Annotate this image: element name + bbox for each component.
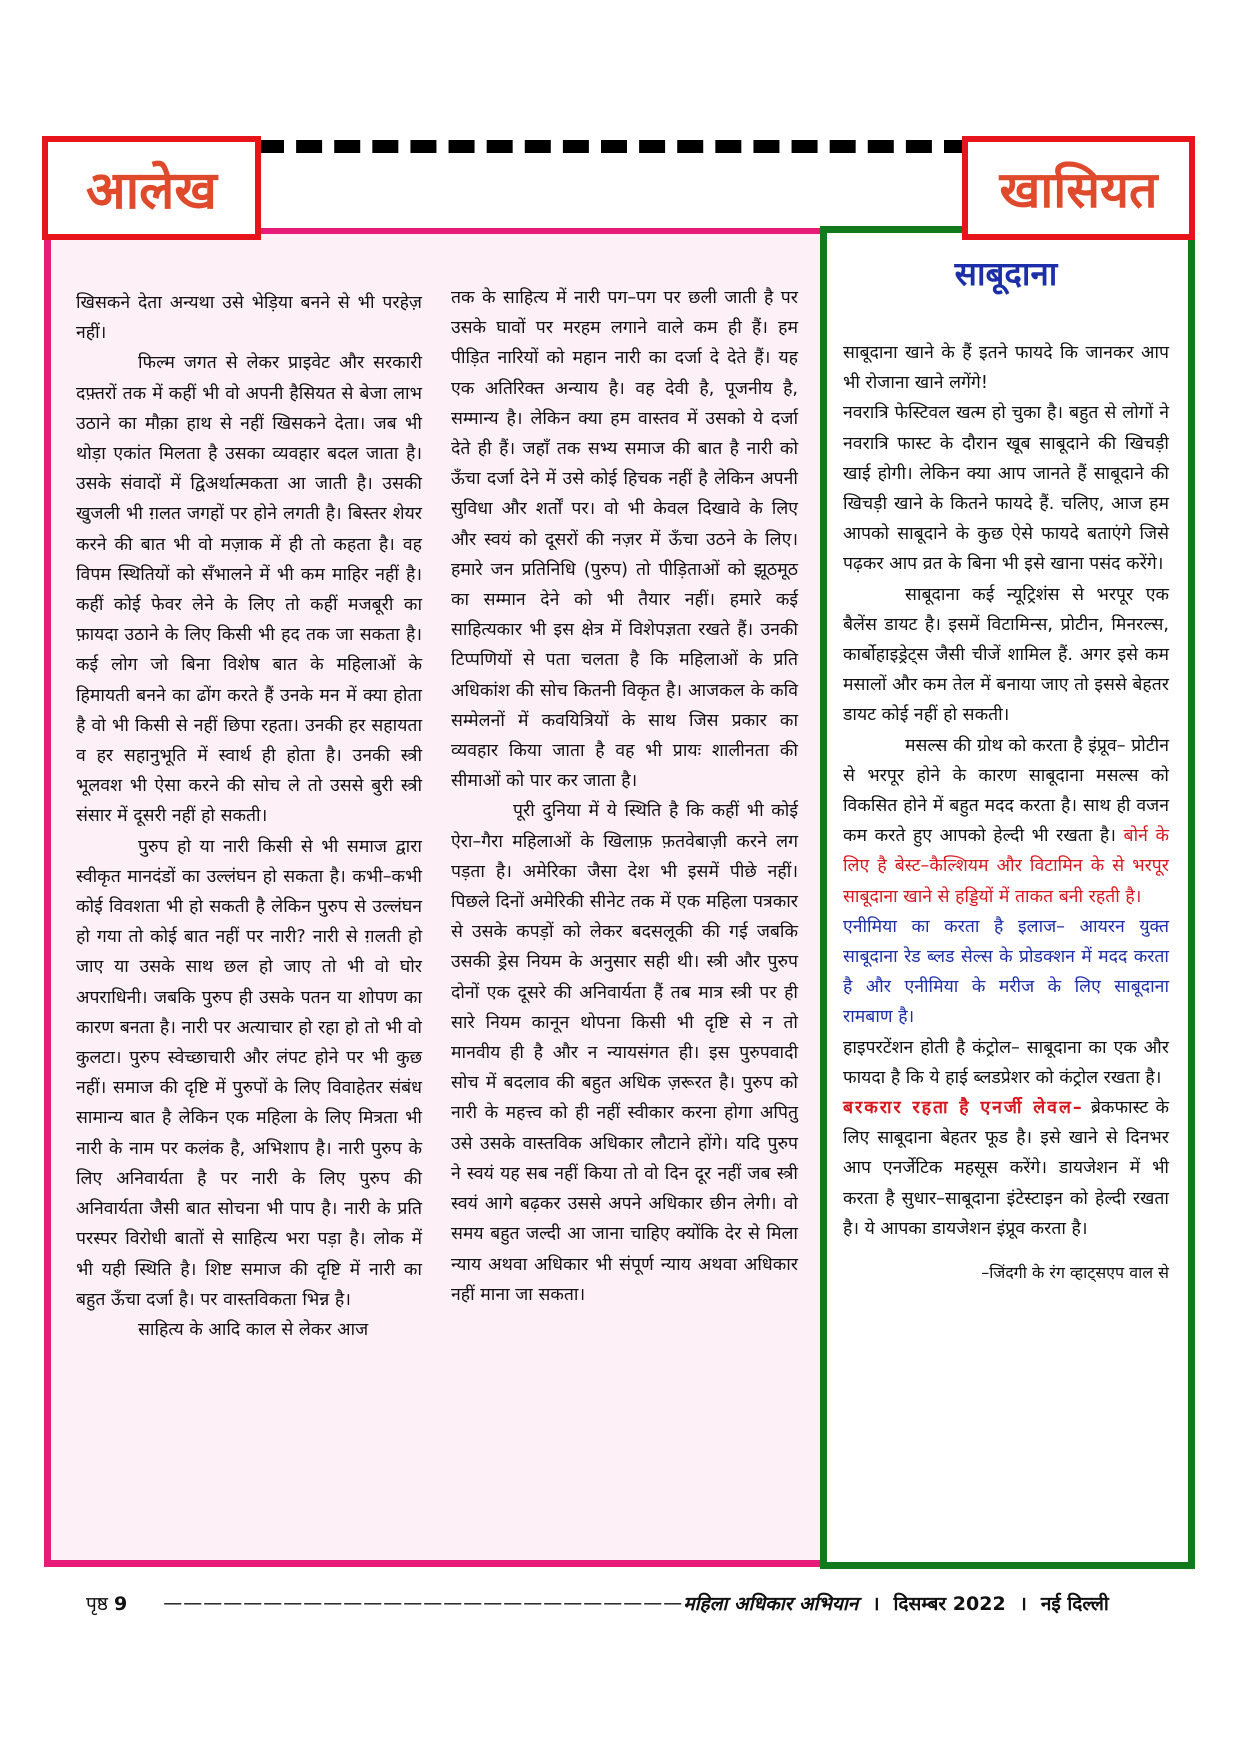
article-paragraph: फिल्म जगत से लेकर प्राइवेट और सरकारी दफ़्तरों तक में कहीं भी वो अपनी हैसियत से बेजा लाभ उठाने का मौक़ा हाथ से नहीं खिसकने देता। जब भी थोड़ा एकांत मिलता है उसका व्यवहार बदल जाता है। उसके संवादों में द्विअर्थात्मकता आ जाती है। उसकी खुजली भी ग़लत जगहों पर होने लगती है। बिस्तर शेयर करने की बात भी वो मज़ाक में ही तो कहता है। वह विपम स्थितियों को सँभालने में भी कम माहिर नहीं है। कहीं कोई फेवर लेने के लिए तो कहीं मजबूरी का फ़ायदा उठाने के लिए किसी भी हद तक जा सकता है। कई लोग जो बिना विशेष बात के महिलाओं के हिमायती बनने का ढोंग करते हैं उनके मन में क्या होता है वो भी किसी से नहीं छिपा रहता। उनकी हर सहायता व हर सहानुभूति में स्वार्थ ही होता है। उनकी स्त्री भूलवश भी ऐसा करने की सोच ले तो उससे बुरी स्त्री संसार में दूसरी नहीं हो सकती। [76, 353, 422, 827]
page-number-label [86, 1590, 127, 1616]
sidebar-text: ब्रेकफास्ट के लिए साबूदाना बेहतर फूड है। इसे खाने से दिनभर आप एनर्जेटिक महसूस करेंगे। डायजेशन में भी करता है सुधार–साबूदाना इंटेस्टाइन को हेल्दी रखता है। ये आपका डायजेशन इंप्रूव करता है। [843, 1098, 1170, 1239]
article-paragraph: पूरी दुनिया में ये स्थिति है कि कहीं भी कोई ऐरा–गैरा महिलाओं के खिलाफ़ फ़तवेबाज़ी करने लग पड़ता है। अमेरिका जैसा देश भी इसमें पीछे नहीं। पिछले दिनों अमेरिकी सीनेट तक में एक महिला पत्रकार से उसके कपड़ों को लेकर बदसलूकी की गई जबकि उसकी ड्रेस नियम के अनुसार सही थी। स्त्री और पुरुप दोनों एक दूसरे की अनिवार्यता हैं तब मात्र स्त्री पर ही सारे नियम कानून थोपना किसी भी दृष्टि से न तो मानवीय ही है और न न्यायसंगत ही। इस पुरुपवादी सोच में बदलाव की बहुत अधिक ज़रूरत है। पुरुप को नारी के महत्त्व को ही नहीं स्वीकार करना होगा अपितु उसे उसके वास्तविक अधिकार लौटाने होंगे। यदि पुरुप ने स्वयं यह सब नहीं किया तो वो दिन दूर नहीं जब स्त्री स्वयं आगे बढ़कर उससे अपने अधिकार छीन लेगी। वो समय बहुत जल्दी आ जाना चाहिए क्योंकि देर से मिला न्याय अथवा अधिकार भी संपूर्ण न्याय अथवा अधिकार नहीं माना जा सकता। [451, 801, 798, 1305]
sidebar-highlight-red: बोर्न के लिए है बेस्ट–कैल्शियम और विटामिन के से भरपूर साबूदाना खाने से हड्डियों में ताकत बनी रहती है। [843, 826, 1169, 907]
page-number: 9 [113, 1593, 128, 1615]
footer-dashes: —————————————————————————— [163, 1592, 684, 1614]
issue-date: दिसम्बर 2022 [893, 1593, 1006, 1615]
sidebar-paragraph [843, 1093, 1169, 1244]
footer-separator: । [1019, 1593, 1027, 1615]
sidebar-subheading: बरकरार रहता है एनर्जी लेवल– [843, 1098, 1084, 1119]
footer-separator: । [872, 1593, 880, 1615]
article-paragraph: तक के साहित्य में नारी पग–पग पर छली जाती है पर उसके घावों पर मरहम लगाने वाले कम ही हैं। हम पीड़ित नारियों को महान नारी का दर्जा दे देते हैं। यह एक अतिरिक्त अन्याय है। वह देवी है, पूजनीय है, सम्मान्य है। लेकिन क्या हम वास्तव में उसको ये दर्जा देते ही हैं। जहाँ तक सभ्य समाज की बात है नारी को ऊँचा दर्जा देने में उसे कोई हिचक नहीं है लेकिन अपनी सुविधा और शर्तों पर। वो भी केवल दिखावे के लिए और स्वयं को दूसरों की नज़र में ऊँचा उठने के लिए। हमारे जन प्रतिनिधि (पुरुप) तो पीड़िताओं को झूठमूठ का सम्मान देने को भी तैयार नहीं। हमारे कई साहित्यकार भी इस क्षेत्र में विशेपज्ञता रखते हैं। उनकी टिप्पणियों से पता चलता है कि महिलाओं के प्रति अधिकांश की सोच कितनी विकृत है। आजकल के कवि सम्मेलनों में कवयित्रियों के साथ जिस प्रकार का व्यवहार किया जाता है वह भी प्रायः शालीनता की सीमाओं को पार कर जाता है। [451, 288, 798, 792]
article-column-1 [76, 288, 422, 1345]
top-dashed-rule [258, 140, 970, 153]
issue-city: नई दिल्ली [1040, 1593, 1109, 1615]
article-paragraph: खिसकने देता अन्यथा उसे भेड़िया बनने से भी परहेज़ नहीं। [76, 293, 422, 344]
sidebar-paragraph: साबूदाना खाने के हैं इतने फायदे कि जानकर आप भी रोजाना खाने लगेंगे! [843, 343, 1169, 394]
magazine-name: महिला अधिकार अभियान [683, 1593, 859, 1615]
article-column-2 [451, 283, 798, 1310]
sidebar-heading: साबूदाना [954, 254, 1058, 293]
section-title-left: आलेख [42, 136, 261, 240]
page-label: पृष्ठ [86, 1593, 108, 1615]
sidebar-credit: –जिंदगी के रंग व्हाट्सएप वाल से [981, 1263, 1169, 1283]
sidebar-paragraph: साबूदाना कई न्यूट्रिशंस से भरपूर एक बैलेंस डायट है। इसमें विटामिन्स, प्रोटीन, मिनरल्स, कार्बोहाइड्रेट्स जैसी चीजें शामिल हैं. अगर इसे कम मसालों और कम तेल में बनाया जाए तो इससे बेहतर डायट कोई नहीं हो सकती। [843, 584, 1169, 726]
sidebar-paragraph [843, 731, 1169, 912]
section-title-right: खासियत [962, 136, 1195, 240]
page-footer [86, 1590, 1176, 1616]
sidebar-highlight-blue: एनीमिया का करता है इलाज– आयरन युक्त साबूदाना रेड ब्लड सेल्स के प्रोडक्शन में मदद करता है और एनीमिया के मरीज के लिए साबूदाना रामबाण है। [843, 916, 1169, 1028]
sidebar-paragraph: नवरात्रि फेस्टिवल खत्म हो चुका है। बहुत से लोगों ने नवरात्रि फास्ट के दौरान खूब साबूदाने की खिचड़ी खाई होगी। लेकिन क्या आप जानते हैं साबूदाने की खिचड़ी खाने के कितने फायदे हैं. चलिए, आज हम आपको साबूदाने के कुछ ऐसे फायदे बताएंगे जिसे पढ़कर आप व्रत के बिना भी इसे खाना पसंद करेंगे। [843, 403, 1169, 575]
sidebar-column [843, 338, 1169, 1288]
article-paragraph: पुरुप हो या नारी किसी से भी समाज द्वारा स्वीकृत मानदंडों का उल्लंघन हो सकता है। कभी–कभी कोई विवशता भी हो सकती है लेकिन पुरुप से उल्लंघन हो गया तो कोई बात नहीं पर नारी? नारी से ग़लती हो जाए या उसके साथ छल हो जाए तो भी वो घोर अपराधिनी। जबकि पुरुप ही उसके पतन या शोपण का कारण बनता है। नारी पर अत्याचार हो रहा हो तो भी वो कुलटा। पुरुप स्वेच्छाचारी और लंपट होने पर भी कुछ नहीं। समाज की दृष्टि में पुरुपों के लिए विवाहेतर संबंध सामान्य बात है लेकिन एक महिला के लिए मित्रता भी नारी के नाम पर कलंक है, अभिशाप है। नारी पुरुप के लिए अनिवार्यता है पर नारी के लिए पुरुप की अनिवार्यता जैसी बात सोचना भी पाप है। नारी के प्रति परस्पर विरोधी बातों से साहित्य भरा पड़ा है। लोक में भी यही स्थिति है। शिष्ट समाज की दृष्टि में नारी का बहुत ऊँचा दर्जा है। पर वास्तविकता भिन्न है। [76, 836, 422, 1310]
sidebar-paragraph: हाइपरटेंशन होती है कंट्रोल– साबूदाना का एक और फायदा है कि ये हाई ब्लडप्रेशर को कंट्रोल रखता है। [843, 1037, 1169, 1088]
article-paragraph: साहित्य के आदि काल से लेकर आज [138, 1319, 369, 1340]
sidebar-text: मसल्स की ग्रोथ को करता है इंप्रूव– प्रोटीन से भरपूर होने के कारण साबूदाना मसल्स को विकसित होने में बहुत मदद करता है। साथ ही वजन कम करते हुए आपको हेल्दी भी रखता है। [843, 735, 1169, 847]
